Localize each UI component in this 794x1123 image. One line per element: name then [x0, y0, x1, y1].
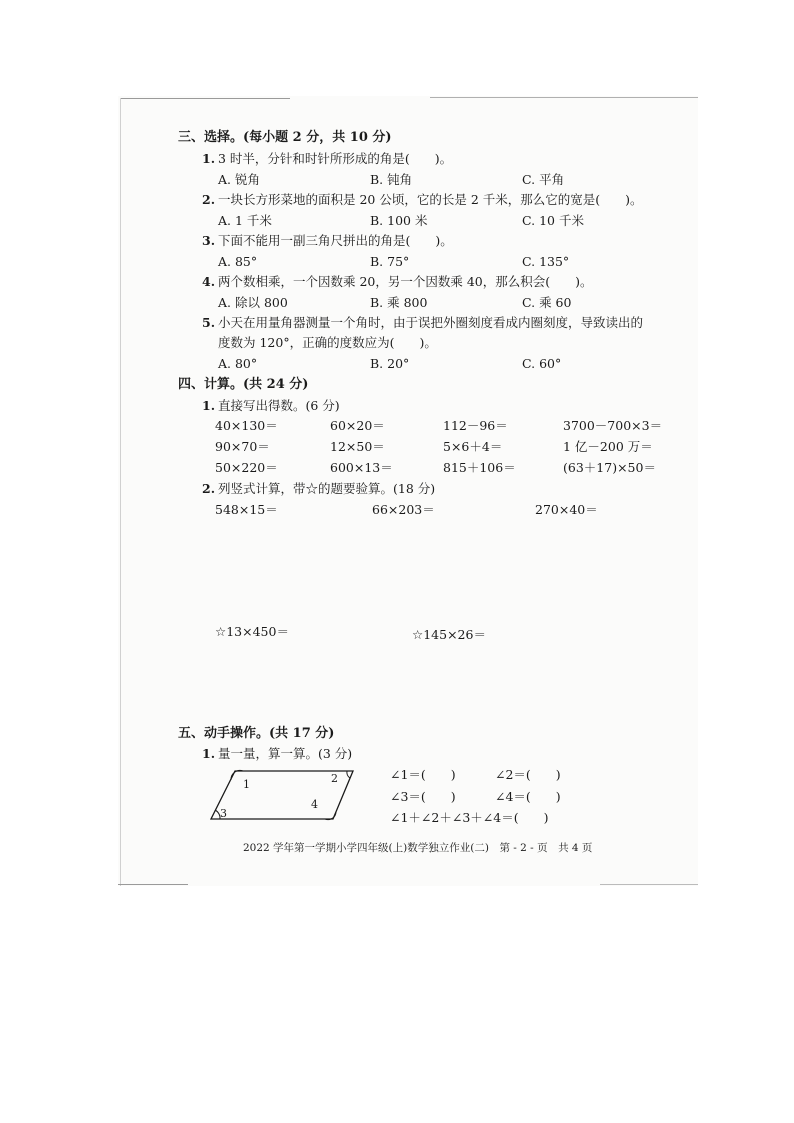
angle-label-2: 2: [331, 772, 338, 785]
question-stem: 一块长方形菜地的面积是 20 公顷，它的长是 2 千米，那么它的宽是( )。: [218, 192, 643, 207]
vertical-calc-item: 270×40＝: [535, 502, 598, 517]
calc-item: 3700－700×3＝: [563, 418, 663, 433]
scan-edge: [600, 884, 698, 885]
question-stem-cont: 度数为 120°，正确的度数应为( )。: [218, 335, 437, 350]
page-footer: 2022 学年第一学期小学四年级(上)数学独立作业(二) 第 - 2 - 页 共 4 页: [243, 842, 593, 854]
scan-edge: [118, 884, 188, 885]
option-b[interactable]: B. 钝角: [370, 172, 413, 187]
option-b[interactable]: B. 20°: [370, 356, 410, 371]
q-number: 5.: [202, 315, 216, 330]
calc-item: 600×13＝: [330, 460, 393, 475]
q-number: 1.: [202, 151, 216, 166]
section3-title: 三、选择。(每小题 2 分，共 10 分): [178, 130, 392, 145]
question-stem: 下面不能用一副三角尺拼出的角是( )。: [218, 233, 453, 248]
angle-answer-blank[interactable]: ∠4＝( ): [495, 789, 561, 804]
option-b[interactable]: B. 100 米: [370, 213, 428, 228]
q-number: 2.: [202, 481, 216, 496]
scan-edge: [430, 97, 698, 98]
calc-item: (63＋17)×50＝: [563, 460, 656, 475]
q-number: 3.: [202, 233, 216, 248]
angle-answer-blank[interactable]: ∠1＝( ): [390, 767, 456, 782]
q-number: 4.: [202, 274, 216, 289]
angle-sum-blank[interactable]: ∠1＋∠2＋∠3＋∠4＝( ): [390, 810, 549, 825]
option-a[interactable]: A. 锐角: [218, 172, 260, 187]
option-b[interactable]: B. 乘 800: [370, 295, 428, 310]
vertical-calc-item: 548×15＝: [215, 502, 278, 517]
calc-item: 1 亿－200 万＝: [563, 439, 653, 454]
scan-edge: [120, 98, 290, 99]
option-c[interactable]: C. 乘 60: [522, 295, 572, 310]
question-label: 直接写出得数。(6 分): [218, 398, 340, 413]
option-a[interactable]: A. 80°: [218, 356, 258, 371]
angle-label-3: 3: [220, 807, 227, 820]
angle-answer-blank[interactable]: ∠3＝( ): [390, 789, 456, 804]
q-number: 1.: [202, 398, 216, 413]
calc-item: 50×220＝: [215, 460, 278, 475]
q-number: 2.: [202, 192, 216, 207]
calc-item: 12×50＝: [330, 439, 385, 454]
option-a[interactable]: A. 85°: [218, 254, 258, 269]
vertical-calc-item-starred: ☆13×450＝: [215, 624, 289, 639]
option-c[interactable]: C. 10 千米: [522, 213, 584, 228]
question-label: 列竖式计算，带☆的题要验算。(18 分): [218, 481, 436, 496]
question-stem: 3 时半，分针和时针所形成的角是( )。: [218, 151, 453, 166]
calc-item: 112－96＝: [443, 418, 508, 433]
calc-item: 90×70＝: [215, 439, 270, 454]
angle-label-4: 4: [311, 798, 318, 811]
option-b[interactable]: B. 75°: [370, 254, 410, 269]
calc-item: 40×130＝: [215, 418, 278, 433]
question-label: 量一量，算一算。(3 分): [218, 746, 353, 761]
angle-label-1: 1: [243, 778, 250, 791]
option-a[interactable]: A. 除以 800: [218, 295, 288, 310]
option-c[interactable]: C. 135°: [522, 254, 570, 269]
question-stem: 小天在用量角器测量一个角时，由于误把外圈刻度看成内圈刻度，导致读出的: [218, 315, 644, 330]
question-stem: 两个数相乘，一个因数乘 20，另一个因数乘 40，那么积会( )。: [218, 274, 593, 289]
option-a[interactable]: A. 1 千米: [218, 213, 272, 228]
vertical-calc-item: 66×203＝: [372, 502, 435, 517]
option-c[interactable]: C. 平角: [522, 172, 565, 187]
section4-title: 四、计算。(共 24 分): [178, 377, 309, 392]
scan-edge: [120, 98, 121, 886]
parallelogram-figure: [205, 768, 360, 824]
calc-item: 5×6＋4＝: [443, 439, 503, 454]
calc-item: 815＋106＝: [443, 460, 516, 475]
option-c[interactable]: C. 60°: [522, 356, 562, 371]
q-number: 1.: [202, 746, 216, 761]
section5-title: 五、动手操作。(共 17 分): [178, 726, 335, 741]
calc-item: 60×20＝: [330, 418, 385, 433]
vertical-calc-item-starred: ☆145×26＝: [412, 627, 486, 642]
angle-answer-blank[interactable]: ∠2＝( ): [495, 767, 561, 782]
